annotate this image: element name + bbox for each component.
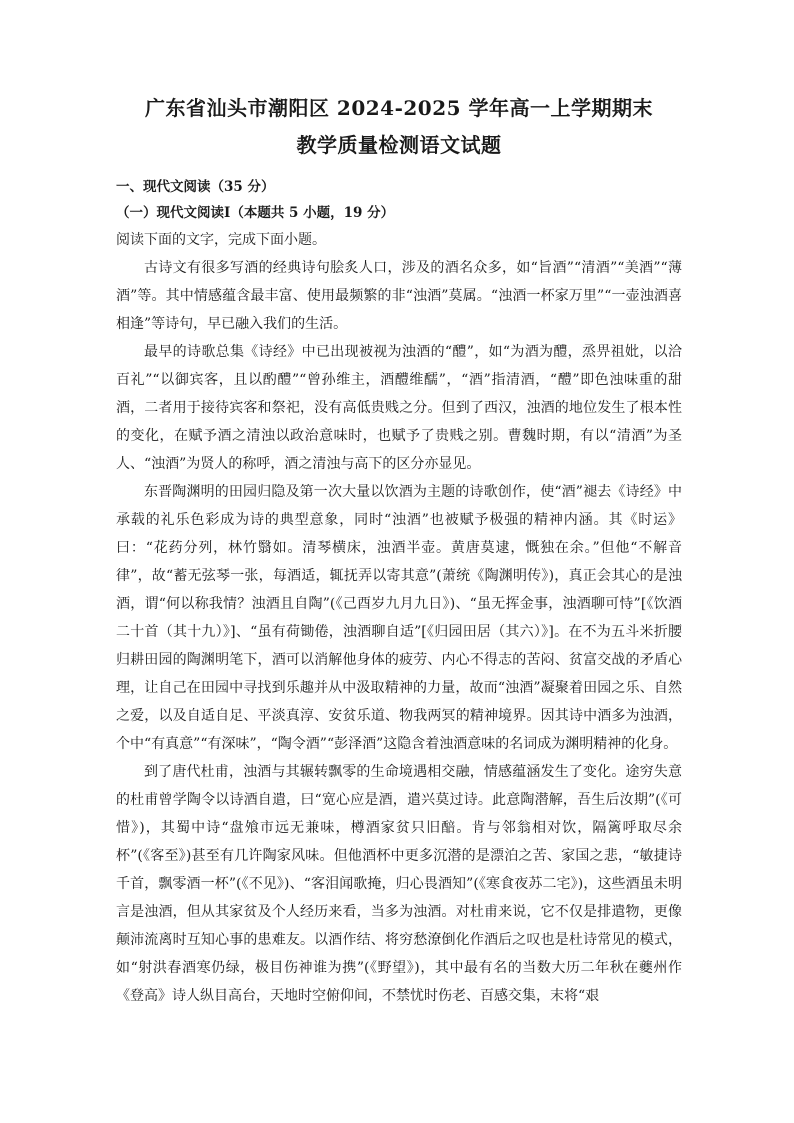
reading-instruction: 阅读下面的文字，完成下面小题。 [116, 232, 326, 248]
passage-paragraph-1: 古诗文有很多写酒的经典诗句脍炙人口，涉及的酒名众多，如“旨酒”“清酒”“美酒”“薄酒”等。其中情感蕴含最丰富、使用最频繁的非“浊酒”莫属。“浊酒一杯家万里”“一壶浊酒喜相逢”等诗句，早已融入我们的生活。 [116, 260, 682, 332]
passage-paragraph-4: 到了唐代杜甫，浊酒与其辗转飘零的生命境遇相交融，情感蕴涵发生了变化。途穷失意的杜甫曾学陶令以诗酒自遣，曰“宽心应是酒，遣兴莫过诗。此意陶潜解，吾生后汝期”(《可惜》)，其蜀中诗“盘飧市远无兼味，樽酒家贫只旧醅。肯与邻翁相对饮，隔篱呼取尽余杯”(《客至》)甚至有几许陶家风味。但他酒杯中更多沉潜的是漂泊之苦、家国之悲，“敏捷诗千首，飘零酒一杯”(《不见》)、“客泪闻歌掩，归心畏酒知”(《寒食夜苏二宅》)，这些酒虽未明言是浊酒，但从其家贫及个人经历来看，当多为浊酒。对杜甫来说，它不仅是排遣物，更像颠沛流离时互知心事的患难友。以酒作结、将穷愁潦倒化作酒后之叹也是杜诗常见的模式，如“射洪春酒寒仍绿，极目伤神谁为携”(《野望》)，其中最有名的当数大历二年秋在夔州作《登高》诗人纵目高台，天地时空俯仰间，不禁忧时伤老、百感交集，末将“艰 [116, 764, 682, 1004]
reading-passage [116, 254, 682, 1010]
document-title-line1: 广东省汕头市潮阳区 2024-2025 学年高一上学期期末 [144, 96, 654, 120]
document-page [116, 92, 682, 1010]
document-title-line2: 教学质量检测语文试题 [296, 133, 502, 157]
passage-paragraph-2: 最早的诗歌总集《诗经》中已出现被视为浊酒的“醴”，如“为酒为醴，烝畀祖妣，以洽百礼”“以御宾客，且以酌醴”“曾孙维主，酒醴维醹”，“酒”指清酒，“醴”即色浊味重的甜酒，二者用于接待宾客和祭祀，没有高低贵贱之分。但到了西汉，浊酒的地位发生了根本性的变化，在赋予酒之清浊以政治意味时，也赋予了贵贱之别。曹魏时期，有以“清酒”为圣人、“浊酒”为贤人的称呼，酒之清浊与高下的区分亦显见。 [116, 344, 682, 472]
sub-section-heading: （一）现代文阅读Ⅰ（本题共 5 小题，19 分） [116, 205, 395, 221]
section-heading: 一、现代文阅读（35 分） [116, 179, 275, 195]
passage-paragraph-3: 东晋陶渊明的田园归隐及第一次大量以饮酒为主题的诗歌创作，使“酒”褪去《诗经》中承载的礼乐色彩成为诗的典型意象，同时“浊酒”也被赋予极强的精神内涵。其《时运》曰：“花药分列，林竹翳如。清琴横床，浊酒半壶。黄唐莫逮，慨独在余。”但他“不解音律”，故“蓄无弦琴一张，每酒适，辄抚弄以寄其意”(萧统《陶渊明传》)，真正会其心的是浊酒，谓“何以称我情？浊酒且自陶”(《己酉岁九月九日》)、“虽无挥金事，浊酒聊可恃”[《饮酒二十首（其十九）》]、“虽有荷锄倦，浊酒聊自适”[《归园田居（其六）》]。在不为五斗米折腰归耕田园的陶渊明笔下，酒可以消解他身体的疲劳、内心不得志的苦闷、贫富交战的矛盾心理，让自己在田园中寻找到乐趣并从中汲取精神的力量，故而“浊酒”凝聚着田园之乐、自然之爱，以及自适自足、平淡真淳、安贫乐道、物我两冥的精神境界。因其诗中酒多为浊酒，个中“有真意”“有深味”，“陶令酒”“彭泽酒”这隐含着浊酒意味的名词成为渊明精神的化身。 [116, 484, 682, 752]
